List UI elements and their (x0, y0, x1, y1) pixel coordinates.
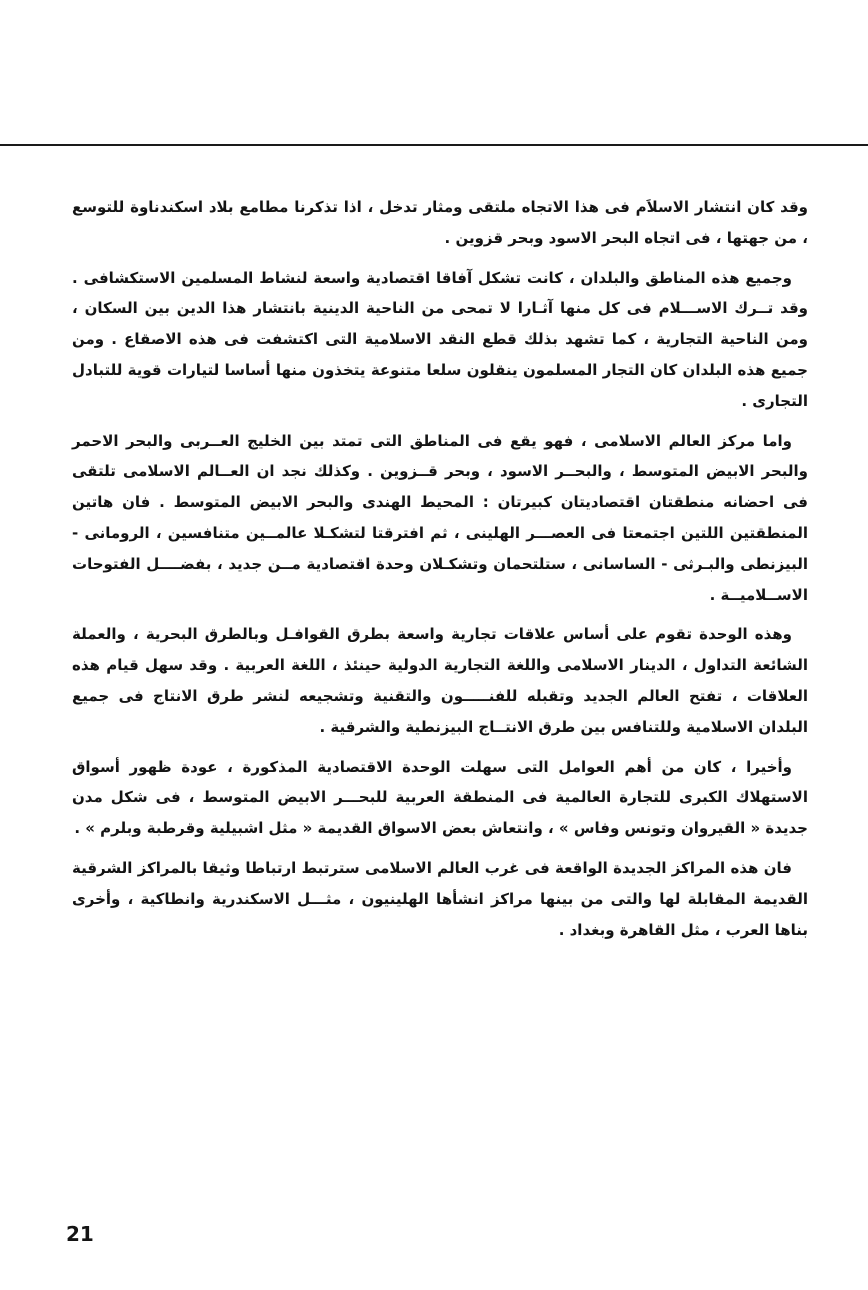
body-text (72, 192, 808, 954)
page-number: 21 (66, 1222, 94, 1246)
paragraph: وهذه الوحدة تقوم على أساس علاقات تجارية واسعة بطرق القوافـل وبالطرق البحرية ، والعملة الشائعة التداول ، الدينار الاسلامى واللغة التجارية الدولية حينئذ ، اللغة العربية . وقد سهل قيام هذه العلاقات ، تفتح العالم الجديد وتقبله للفنـــــون والتقنية وتشجيعه لنشر طرق الانتاج فى جميع البلدان الاسلامية وللتنافس بين طرق الانتــاج البيزنطية والشرقية . (72, 625, 808, 736)
paragraph: واما مركز العالم الاسلامى ، فهو يقع فى المناطق التى تمتد بين الخليج العــربى والبحر الاحمر والبحر الابيض المتوسط ، والبحــر الاسود ، وبحر قــزوين . وكذلك نجد ان العــالم الاسلامى تلتقى فى احضانه منطقتان اقتصاديتان كبيرتان : المحيط الهندى والبحر الابيض المتوسط . فان هاتين المنطقتين اللتين اجتمعتا فى العصـــر الهلينى ، ثم افترقتا لتشكـلا عالمــين متنافسين ، الرومانى - البيزنطى والبـرثى - الساسانى ، ستلتحمان وتشكـلان وحدة اقتصادية مــن جديد ، بفضــــل الفتوحات الاســلاميــة . (72, 431, 808, 604)
header-rule (0, 144, 868, 146)
paragraph: فان هذه المراكز الجديدة الواقعة فى غرب العالم الاسلامى سترتبط ارتباطا وثيقا بالمراكز الشرقية القديمة المقابلة لها والتى من بينها مراكز انشأها الهلينيون ، مثـــل الاسكندرية وانطاكية ، وأخرى بناها العرب ، مثل القاهرة وبغداد . (72, 858, 808, 939)
paragraph: وأخيرا ، كان من أهم العوامل التى سهلت الوحدة الاقتصادية المذكورة ، عودة ظهور أسواق الاستهلاك الكبرى للتجارة العالمية فى المنطقة العربية للبحـــر الابيض المتوسط ، فى شكل مدن جديدة « القيروان وتونس وفاس » ، وانتعاش بعض الاسواق القديمة « مثل اشبيلية وقرطبة وبلرم » . (72, 757, 808, 838)
paragraph: وقد كان انتشار الاسلاَم فى هذا الاتجاه ملتقى ومثار تدخل ، اذا تذكرنا مطامع بلاد اسكندناوة للتوسع ، من جهتها ، فى اتجاه البحر الاسود وبحر قزوين . (72, 198, 808, 247)
paragraph: وجميع هذه المناطق والبلدان ، كانت تشكل آفاقا اقتصادية واسعة لنشاط المسلمين الاستكشافى . وقد تــرك الاســـلام فى كل منها آثـارا لا تمحى من الناحية الدينية بانتشار هذا الدين بين السكان ، ومن الناحية التجارية ، كما تشهد بذلك قطع النقد الاسلامية التى اكتشفت فى هذه الاصقاع . ومن جميع هذه البلدان كان التجار المسلمون ينقلون سلعا متنوعة يتخذون منها أساسا لتيارات قوية للتبادل التجارى . (72, 268, 808, 410)
